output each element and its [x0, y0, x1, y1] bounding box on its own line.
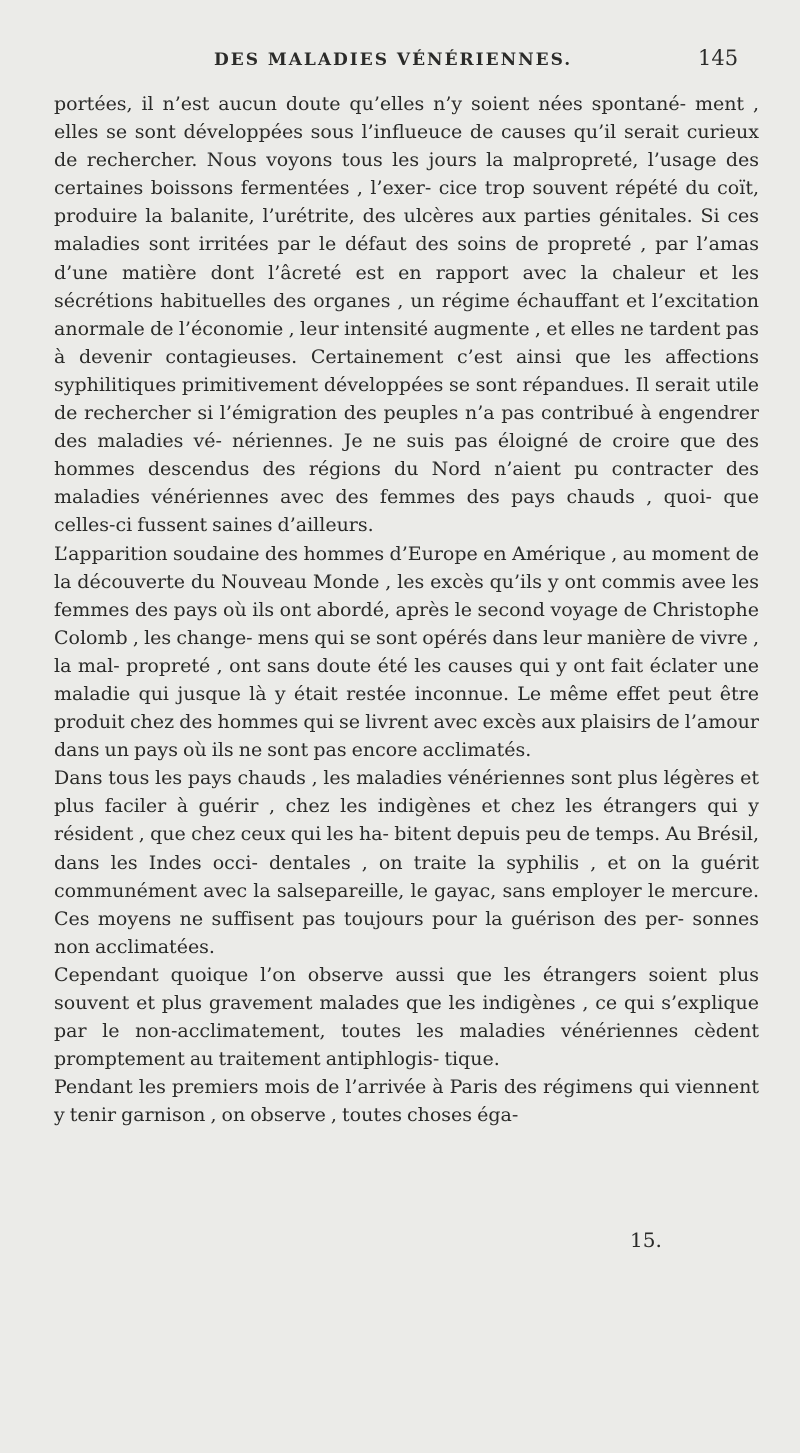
body-text — [54, 90, 759, 1129]
paragraph-5: Pendant les premiers mois de l’arrivée à Paris des régimens qui viennent y tenir garnison , on observe , toutes choses éga- — [54, 1076, 759, 1127]
paragraph-2: L’apparition soudaine des hommes d’Europe en Amérique , au moment de la découverte du Nouveau Monde , les excès qu’ils y ont commis avee les femmes des pays où ils ont abordé, après le second voyage de Christophe Colomb , les change- mens qui se sont opérés dans leur manière de vivre , la mal- propreté , ont sans doute été les causes qui y ont fait éclater une maladie qui jusque là y était restée inconnue. Le même effet peut être produit chez des hommes qui se livrent avec excès aux plaisirs de l’amour dans un pays où ils ne sont pas encore acclimatés. — [54, 542, 759, 762]
signature-mark: 15. — [630, 1228, 662, 1252]
paragraph-1: portées, il n’est aucun doute qu’elles n’y soient nées spontané- ment , elles se sont développées sous l’influeuce de causes qu’il serait curieux de rechercher. Nous voyons tous les jours la malpropreté, l’usage des certaines boissons fermentées , l’exer- cice trop souvent répété du coït, produire la balanite, l’urétrite, des ulcères aux parties génitales. Si ces maladies sont irritées par le défaut des soins de propreté , par l’amas d’une matière dont l’âcreté est en rapport avec la chaleur et les sécrétions habituelles des organes , un régime échauffant et l’excitation anormale de l’économie , leur intensité augmente , et elles ne tardent pas à devenir contagieuses. Certainement c’est ainsi que les affections syphilitiques primitivement développées se sont répandues. Il serait utile de rechercher si l’émigration des peuples n’a pas contribué à engendrer des maladies vé- nériennes. Je ne suis pas éloigné de croire que des hommes descendus des régions du Nord n’aient pu contracter des maladies vénériennes avec des femmes des pays chauds , quoi- que celles-ci fussent saines d’ailleurs. — [54, 93, 759, 537]
page-number: 145 — [698, 46, 739, 70]
page-header — [0, 46, 800, 86]
paragraph-3: Dans tous les pays chauds , les maladies vénériennes sont plus légères et plus faciler à guérir , chez les indigènes et chez les étrangers qui y résident , que chez ceux qui les ha- bitent depuis peu de temps. Au Brésil, dans les Indes occi- dentales , on traite la syphilis , et on la guérit communément avec la salsepareille, le gayac, sans employer le mercure. Ces moyens ne suffisent pas toujours pour la guérison des per- sonnes non acclimatées. — [54, 767, 759, 958]
paragraph-4: Cependant quoique l’on observe aussi que les étrangers soient plus souvent et plus gravement malades que les indigènes , ce qui s’explique par le non-acclimatement, toutes les maladies vénériennes cèdent promptement au traitement antiphlogis- tique. — [54, 963, 759, 1071]
running-title: DES MALADIES VÉNÉRIENNES. — [214, 50, 573, 70]
